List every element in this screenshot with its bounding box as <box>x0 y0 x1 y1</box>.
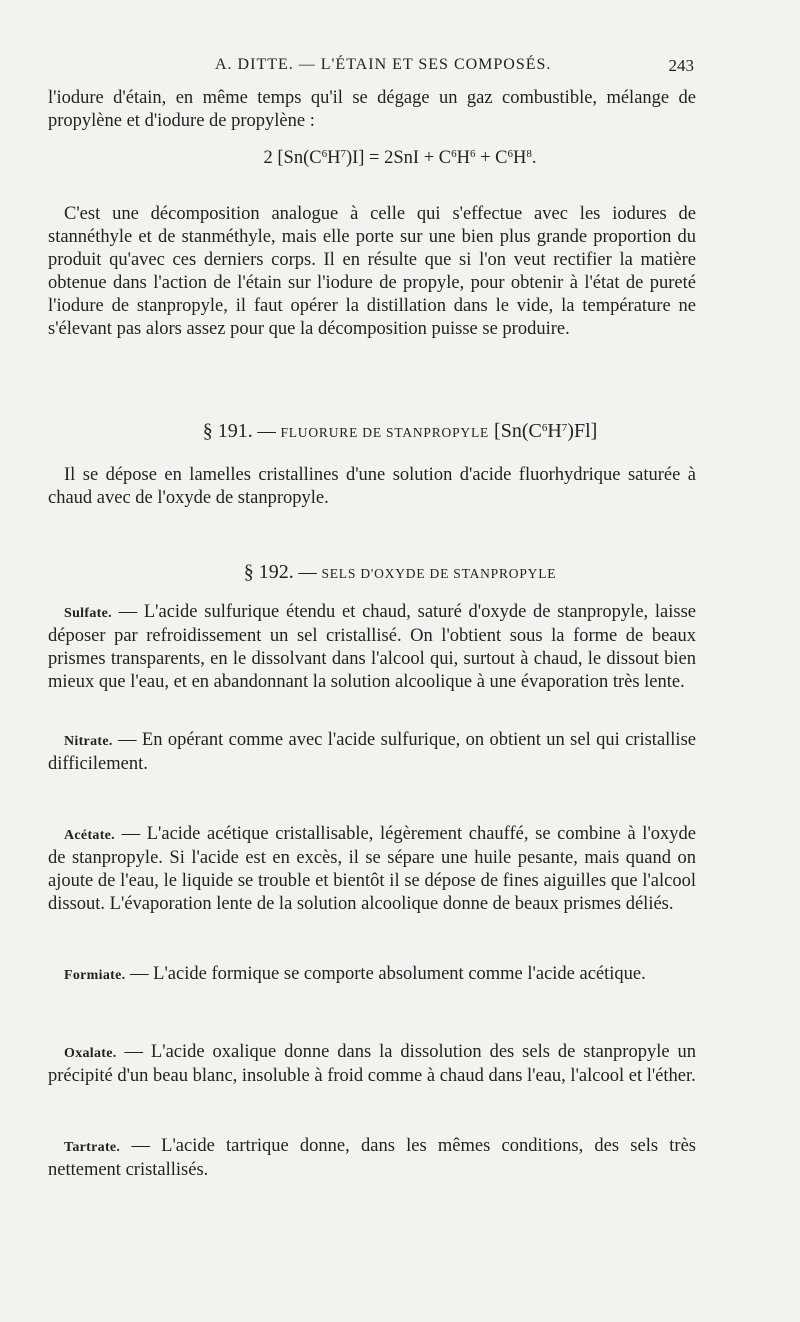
paragraph-1-text: C'est une décomposition analogue à celle qui s'effectue avec les iodures de stannéthyle et de stanméthyle, mais elle porte sur une bien plus grande proportion du produit qu'avec ces derniers corps. Il en résulte que si l'on veut rectifier la matière obtenue dans l'action de l'étain sur l'iodure de propyle, pour obtenir à l'état de pureté l'iodure de stanpropyle, il faut opérer la distillation dans le vide, la température ne s'élevant pas alors assez pour que la décomposition puisse se produire. <box>48 204 696 339</box>
salt-description: — L'acide formique se comporte absolument comme l'acide acétique. <box>125 964 646 984</box>
salt-name: Acétate. <box>64 828 115 843</box>
section-191-title: FLUORURE DE STANPROPYLE <box>280 425 490 440</box>
section-192-title: SELS D'OXYDE DE STANPROPYLE <box>321 566 557 581</box>
intro-paragraph <box>48 87 696 133</box>
section-192-number: § 192. <box>243 561 294 583</box>
salt-description: — L'acide sulfurique étendu et chaud, saturé d'oxyde de stanpropyle, laisse déposer par refroidissement un sel cristallisé. On l'obtient sous la forme de beaux prismes transparents, en le dissolvant dans l'alcool qui, surtout à chaud, le dissout bien mieux que l'eau, et en abandonnant la solution alcoolique à une évaporation très lente. <box>48 602 696 692</box>
section-191-body <box>48 464 696 510</box>
salt-description: — L'acide tartrique donne, dans les mêmes conditions, des sels très nettement cristallisés. <box>48 1136 696 1180</box>
section-191-number: § 191. <box>202 420 253 442</box>
intro-text: l'iodure d'étain, en même temps qu'il se dégage un gaz combustible, mélange de propylène et d'iodure de propylène : <box>48 88 696 131</box>
salt-name: Tartrate. <box>64 1140 121 1155</box>
salt-name: Oxalate. <box>64 1046 117 1061</box>
running-title: A. DITTE. — L'ÉTAIN ET SES COMPOSÉS. <box>215 56 552 73</box>
salt-description: — L'acide acétique cristallisable, légèrement chauffé, se combine à l'oxyde de stanpropyle. Si l'acide est en excès, il se sépare une huile pesante, mais quand on ajoute de l'eau, le liquide se trouble et bientôt il se dépose de fines aiguilles que l'alcool dissout. L'évaporation lente de la solution alcoolique donne de beaux prismes déliés. <box>48 824 696 914</box>
page-header <box>0 54 800 80</box>
salt-nitrate <box>48 729 696 776</box>
salt-formiate <box>48 963 696 987</box>
salt-oxalate <box>48 1041 696 1088</box>
page-number: 243 <box>668 56 694 75</box>
salt-name: Sulfate. <box>64 606 112 621</box>
salt-tartrate <box>48 1135 696 1182</box>
salt-description: — L'acide oxalique donne dans la dissolution des sels de stanpropyle un précipité d'un beau blanc, insoluble à froid comme à chaud dans l'eau, l'alcool et l'éther. <box>48 1042 696 1086</box>
equation: 2 $[Sn(C^6H^7)I] = 2SnI + C^6H^6 + C^6H^8$. <box>263 148 537 168</box>
section-191-heading: § 191. — FLUORURE DE STANPROPYLE $[Sn(C^6H^7)Fl]$ <box>202 420 598 442</box>
section-192-heading: § 192. — SELS D'OXYDE DE STANPROPYLE <box>243 561 557 583</box>
salt-name: Formiate. <box>64 968 126 983</box>
section-191-text: Il se dépose en lamelles cristallines d'une solution d'acide fluorhydrique saturée à chaud avec de l'oxyde de stanpropyle. <box>48 465 696 508</box>
salt-sulfate <box>48 601 696 694</box>
paragraph-decomposition <box>48 203 696 341</box>
salt-description: — En opérant comme avec l'acide sulfurique, on obtient un sel qui cristallise difficilement. <box>48 730 696 774</box>
salt-name: Nitrate. <box>64 734 113 749</box>
salt-acetate <box>48 823 696 916</box>
